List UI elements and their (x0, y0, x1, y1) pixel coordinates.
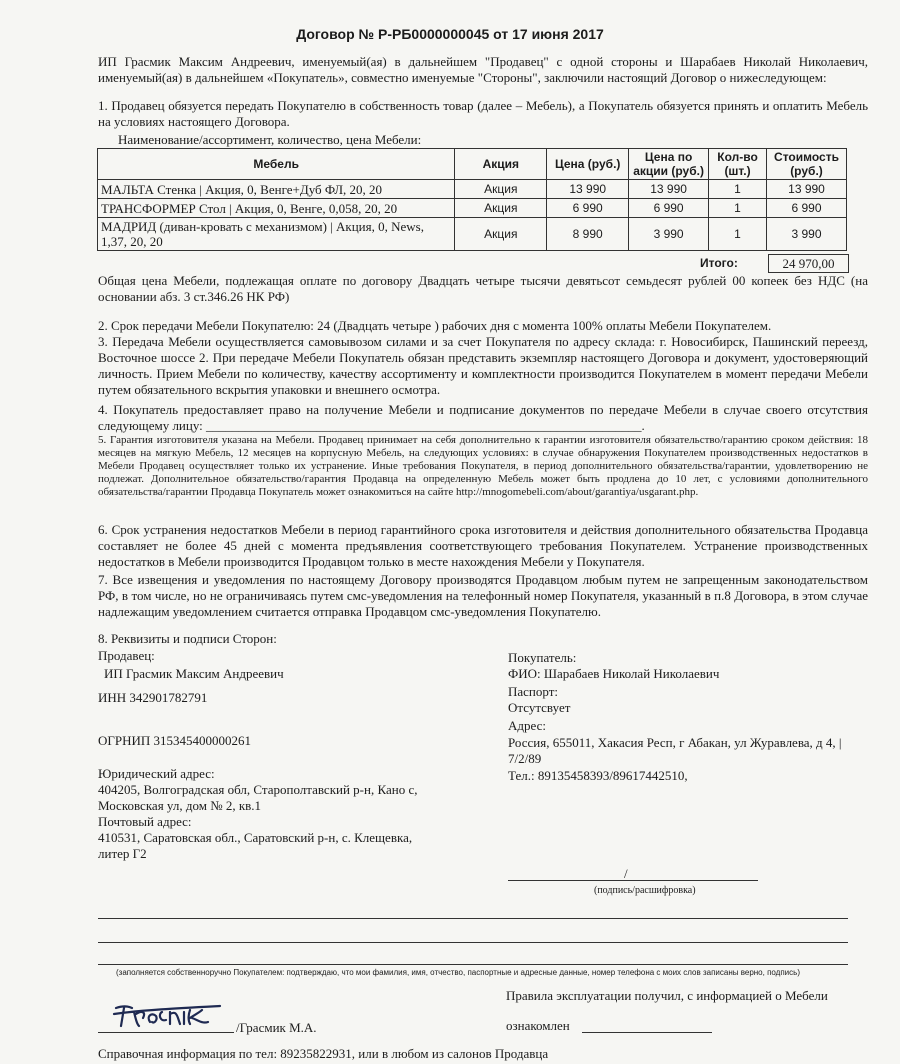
cell-promo-price: 13 990 (629, 180, 709, 199)
cell-price: 6 990 (547, 199, 629, 218)
acquainted-line (582, 1032, 712, 1033)
header-price: Цена (руб.) (547, 149, 629, 180)
header-promo-price: Цена по акции (руб.) (629, 149, 709, 180)
cell-quantity: 1 (709, 180, 767, 199)
cell-cost: 13 990 (766, 180, 846, 199)
cell-cost: 3 990 (766, 218, 846, 251)
footer-info: Справочная информация по тел: 89235822931, или в любом из салонов Продавца (98, 1046, 549, 1061)
clause-5: 5. Гарантия изготовителя указана на Мебели. Продавец принимает на себя дополнительно к гарантии изготовителя обязательство/гарантию сроком действия: 18 месяцев на мягкую Мебель, 12 месяцев на корпусную Мебель, на следующих условиях: в случае обнаружения Покупателем производственных недостатков в Мебели Продавец осуществляет только их устранение. Иные требования Покупателя, в период дополнительного обязательства/гарантии, удовлетворению не подлежат. Дополнительное обязательство/гарантия Продавца на определенную Мебель может быть продлена до 10 лет, с условиями дополнительного обязательства/гарантии Продавца Покупатель может ознакомиться на сайте http://mnogomebeli.com/about/garantiya/usgarant.php. (98, 434, 868, 498)
clause-1: 1. Продавец обязуется передать Покупателю в собственность товар (далее – Мебель), а Покупатель обязуется принять и оплатить Мебель на условиях настоящего Договора. (98, 98, 868, 129)
signature-slash: / (624, 866, 628, 881)
seller-legal-heading: Юридический адрес: (98, 766, 215, 781)
header-furniture: Мебель (98, 149, 455, 180)
table-caption: Наименование/ассортимент, количество, цена Мебели: (118, 132, 422, 147)
buyer-address-heading: Адрес: (508, 718, 546, 733)
header-promo: Акция (455, 149, 547, 180)
header-quantity: Кол-во (шт.) (709, 149, 767, 180)
clause-7: 7. Все извещения и уведомления по настоящему Договору производятся Продавцом любым путем не запрещенным законодательством РФ, в том числе, но не ограничиваясь путем смс-уведомления на телефонный номер Покупателя, указанный в п.8 Договора, в этом случае надлежащим уведомлением считается отправка Продавцом смс-уведомления Покупателю. (98, 572, 868, 619)
clause-6: 6. Срок устранения недостатков Мебели в период гарантийного срока изготовителя и действия дополнительного обязательства Продавца составляет не более 45 дней с момента предъявления соответствующего требования Покупателем. Устранение производственных недостатков в Мебели производится Продавцом только в месте нахождения Мебели у Покупателя. (98, 522, 868, 569)
handwriting-line-3 (98, 964, 848, 965)
seller-post-line-1: 410531, Саратовская обл., Саратовский р-н, с. Клещевка, (98, 830, 413, 845)
cell-cost: 6 990 (766, 199, 846, 218)
clause-2: 2. Срок передачи Мебели Покупателю: 24 (Двадцать четыре ) рабочих дня с момента 100% оплаты Мебели Покупателем. (98, 318, 772, 333)
cell-promo-price: 3 990 (629, 218, 709, 251)
seller-ogrnip: ОГРНИП 315345400000261 (98, 733, 252, 748)
seller-heading: Продавец: (98, 648, 155, 663)
cell-furniture: МАЛЬТА Стенка | Акция, 0, Венге+Дуб ФЛ, 20, 20 (98, 180, 455, 199)
cell-furniture: МАДРИД (диван-кровать с механизмом) | Акция, 0, News, 1,37, 20, 20 (98, 218, 455, 251)
clause-4: 4. Покупатель предоставляет право на получение Мебели и подписание документов по передаче Мебели в случае своего отсутствия следующему лицу: ___________________________________________________________________. (98, 402, 868, 433)
rules-text: Правила эксплуатации получил, с информацией о Мебели (506, 988, 828, 1003)
total-text: Общая цена Мебели, подлежащая оплате по договору Двадцать четыре тысячи девятьсот семьдесят рублей 00 копеек без НДС (на основании абз. 3 ст.346.26 НК РФ) (98, 273, 868, 304)
seller-legal-line-2: Московская ул, дом № 2, кв.1 (98, 798, 262, 813)
cell-promo-price: 6 990 (629, 199, 709, 218)
total-label: Итого: (700, 256, 738, 270)
table-row (98, 180, 847, 199)
buyer-fio: ФИО: Шарабаев Николай Николаевич (508, 666, 720, 681)
intro-paragraph: ИП Грасмик Максим Андреевич, именуемый(ая) в дальнейшем "Продавец" с одной стороны и Шарабаев Николай Николаевич, именуемый(ая) в дальнейшем «Покупатель», совместно именуемые "Стороны", заключили настоящий Договор о нижеследующем: (98, 54, 868, 85)
cell-price: 13 990 (547, 180, 629, 199)
buyer-heading: Покупатель: (508, 650, 577, 665)
goods-table (97, 148, 847, 251)
cell-quantity: 1 (709, 218, 767, 251)
cell-promo: Акция (455, 199, 547, 218)
header-cost: Стоимость (руб.) (766, 149, 846, 180)
cell-promo: Акция (455, 180, 547, 199)
table-row (98, 218, 847, 251)
contract-title: Договор № Р-РБ0000000045 от 17 июня 2017 (296, 26, 604, 42)
handwriting-line-1 (98, 918, 848, 919)
buyer-address-line-1: Россия, 655011, Хакасия Респ, г Абакан, ул Журавлева, д 4, | (508, 735, 842, 750)
buyer-phone: Тел.: 89135458393/89617442510, (508, 768, 688, 783)
cell-quantity: 1 (709, 199, 767, 218)
total-value: 24 970,00 (768, 254, 849, 273)
seller-inn: ИНН 342901782791 (98, 690, 208, 705)
signer-name: /Грасмик М.А. (236, 1020, 317, 1035)
handwriting-line-2 (98, 942, 848, 943)
cell-price: 8 990 (547, 218, 629, 251)
seller-legal-line-1: 404205, Волгоградская обл, Старополтавский р-н, Кано с, (98, 782, 418, 797)
cell-furniture: ТРАНСФОРМЕР Стол | Акция, 0, Венге, 0,058, 20, 20 (98, 199, 455, 218)
seller-post-line-2: литер Г2 (98, 846, 147, 861)
buyer-signature-line (508, 880, 758, 881)
seller-name: ИП Грасмик Максим Андреевич (104, 666, 284, 681)
buyer-address-line-2: 7/2/89 (508, 751, 542, 766)
table-header-row (98, 149, 847, 180)
handwritten-signature (112, 1000, 222, 1030)
clause-3: 3. Передача Мебели осуществляется самовывозом силами и за счет Покупателя по адресу склада: г. Новосибирск, Пашинский переезд, Восточное шоссе 2. При передаче Мебели Покупатель обязан представить экземпляр настоящего Договора и документ, удостоверяющий личность. Прием Мебели по количеству, качеству ассортименту и комплектности производится Покупателем в момент передачи Мебели путем обязательного вскрытия упаковки и внешнего осмотра. (98, 334, 868, 397)
table-row (98, 199, 847, 218)
cell-promo: Акция (455, 218, 547, 251)
signature-caption: (подпись/расшифровка) (594, 885, 696, 896)
seller-post-heading: Почтовый адрес: (98, 814, 192, 829)
buyer-passport: Отсутсвует (508, 700, 571, 715)
clause-8: 8. Реквизиты и подписи Сторон: (98, 631, 277, 646)
seller-signature-line (98, 1032, 234, 1033)
buyer-passport-heading: Паспорт: (508, 684, 559, 699)
acquainted-label: ознакомлен (506, 1018, 570, 1033)
handwriting-note: (заполняется собственноручно Покупателем: подтверждаю, что мои фамилия, имя, отчество, паспортные и адресные данные, номер телефона с моих слов записаны верно, подпись) (116, 968, 800, 977)
